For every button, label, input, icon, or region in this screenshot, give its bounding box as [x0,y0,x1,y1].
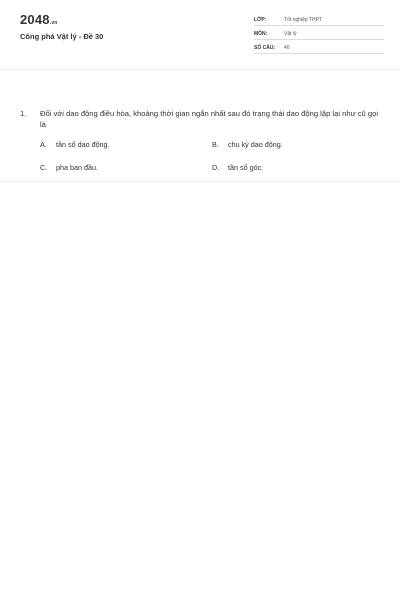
meta-key: LỚP: [254,17,267,23]
exam-title: Công phá Vật lý - Đề 30 [20,32,104,41]
option-letter: A. [40,140,47,149]
site-logo[interactable] [20,12,58,27]
meta-underline [254,53,384,54]
meta-value: 40 [284,45,290,51]
question-number: 1. [20,109,27,118]
meta-value: Tốt nghiệp THPT [284,17,322,23]
page-header [0,0,400,70]
option-letter: D. [212,163,220,172]
option-text: tần số góc. [228,163,264,172]
logo-text: 2048 [20,12,50,27]
option-letter: B. [212,140,219,149]
meta-key: SỐ CÂU: [254,45,276,51]
question-divider [0,181,400,182]
meta-value: Vật lý [284,31,297,37]
logo-suffix: .vn [49,20,58,26]
option-text: chu kỳ dao động. [228,140,283,149]
meta-underline [254,39,384,40]
header-divider [0,69,400,70]
option-letter: C. [40,163,48,172]
option-text: tần số dao động. [56,140,110,149]
meta-underline [254,25,384,26]
option-text: pha ban đầu. [56,163,98,172]
question-text: Đối với dao động điều hòa, khoảng thời gian ngắn nhất sau đó trạng thái dao động lặp lại như cũ gọi là [40,109,379,129]
meta-key: MÔN: [254,31,268,37]
